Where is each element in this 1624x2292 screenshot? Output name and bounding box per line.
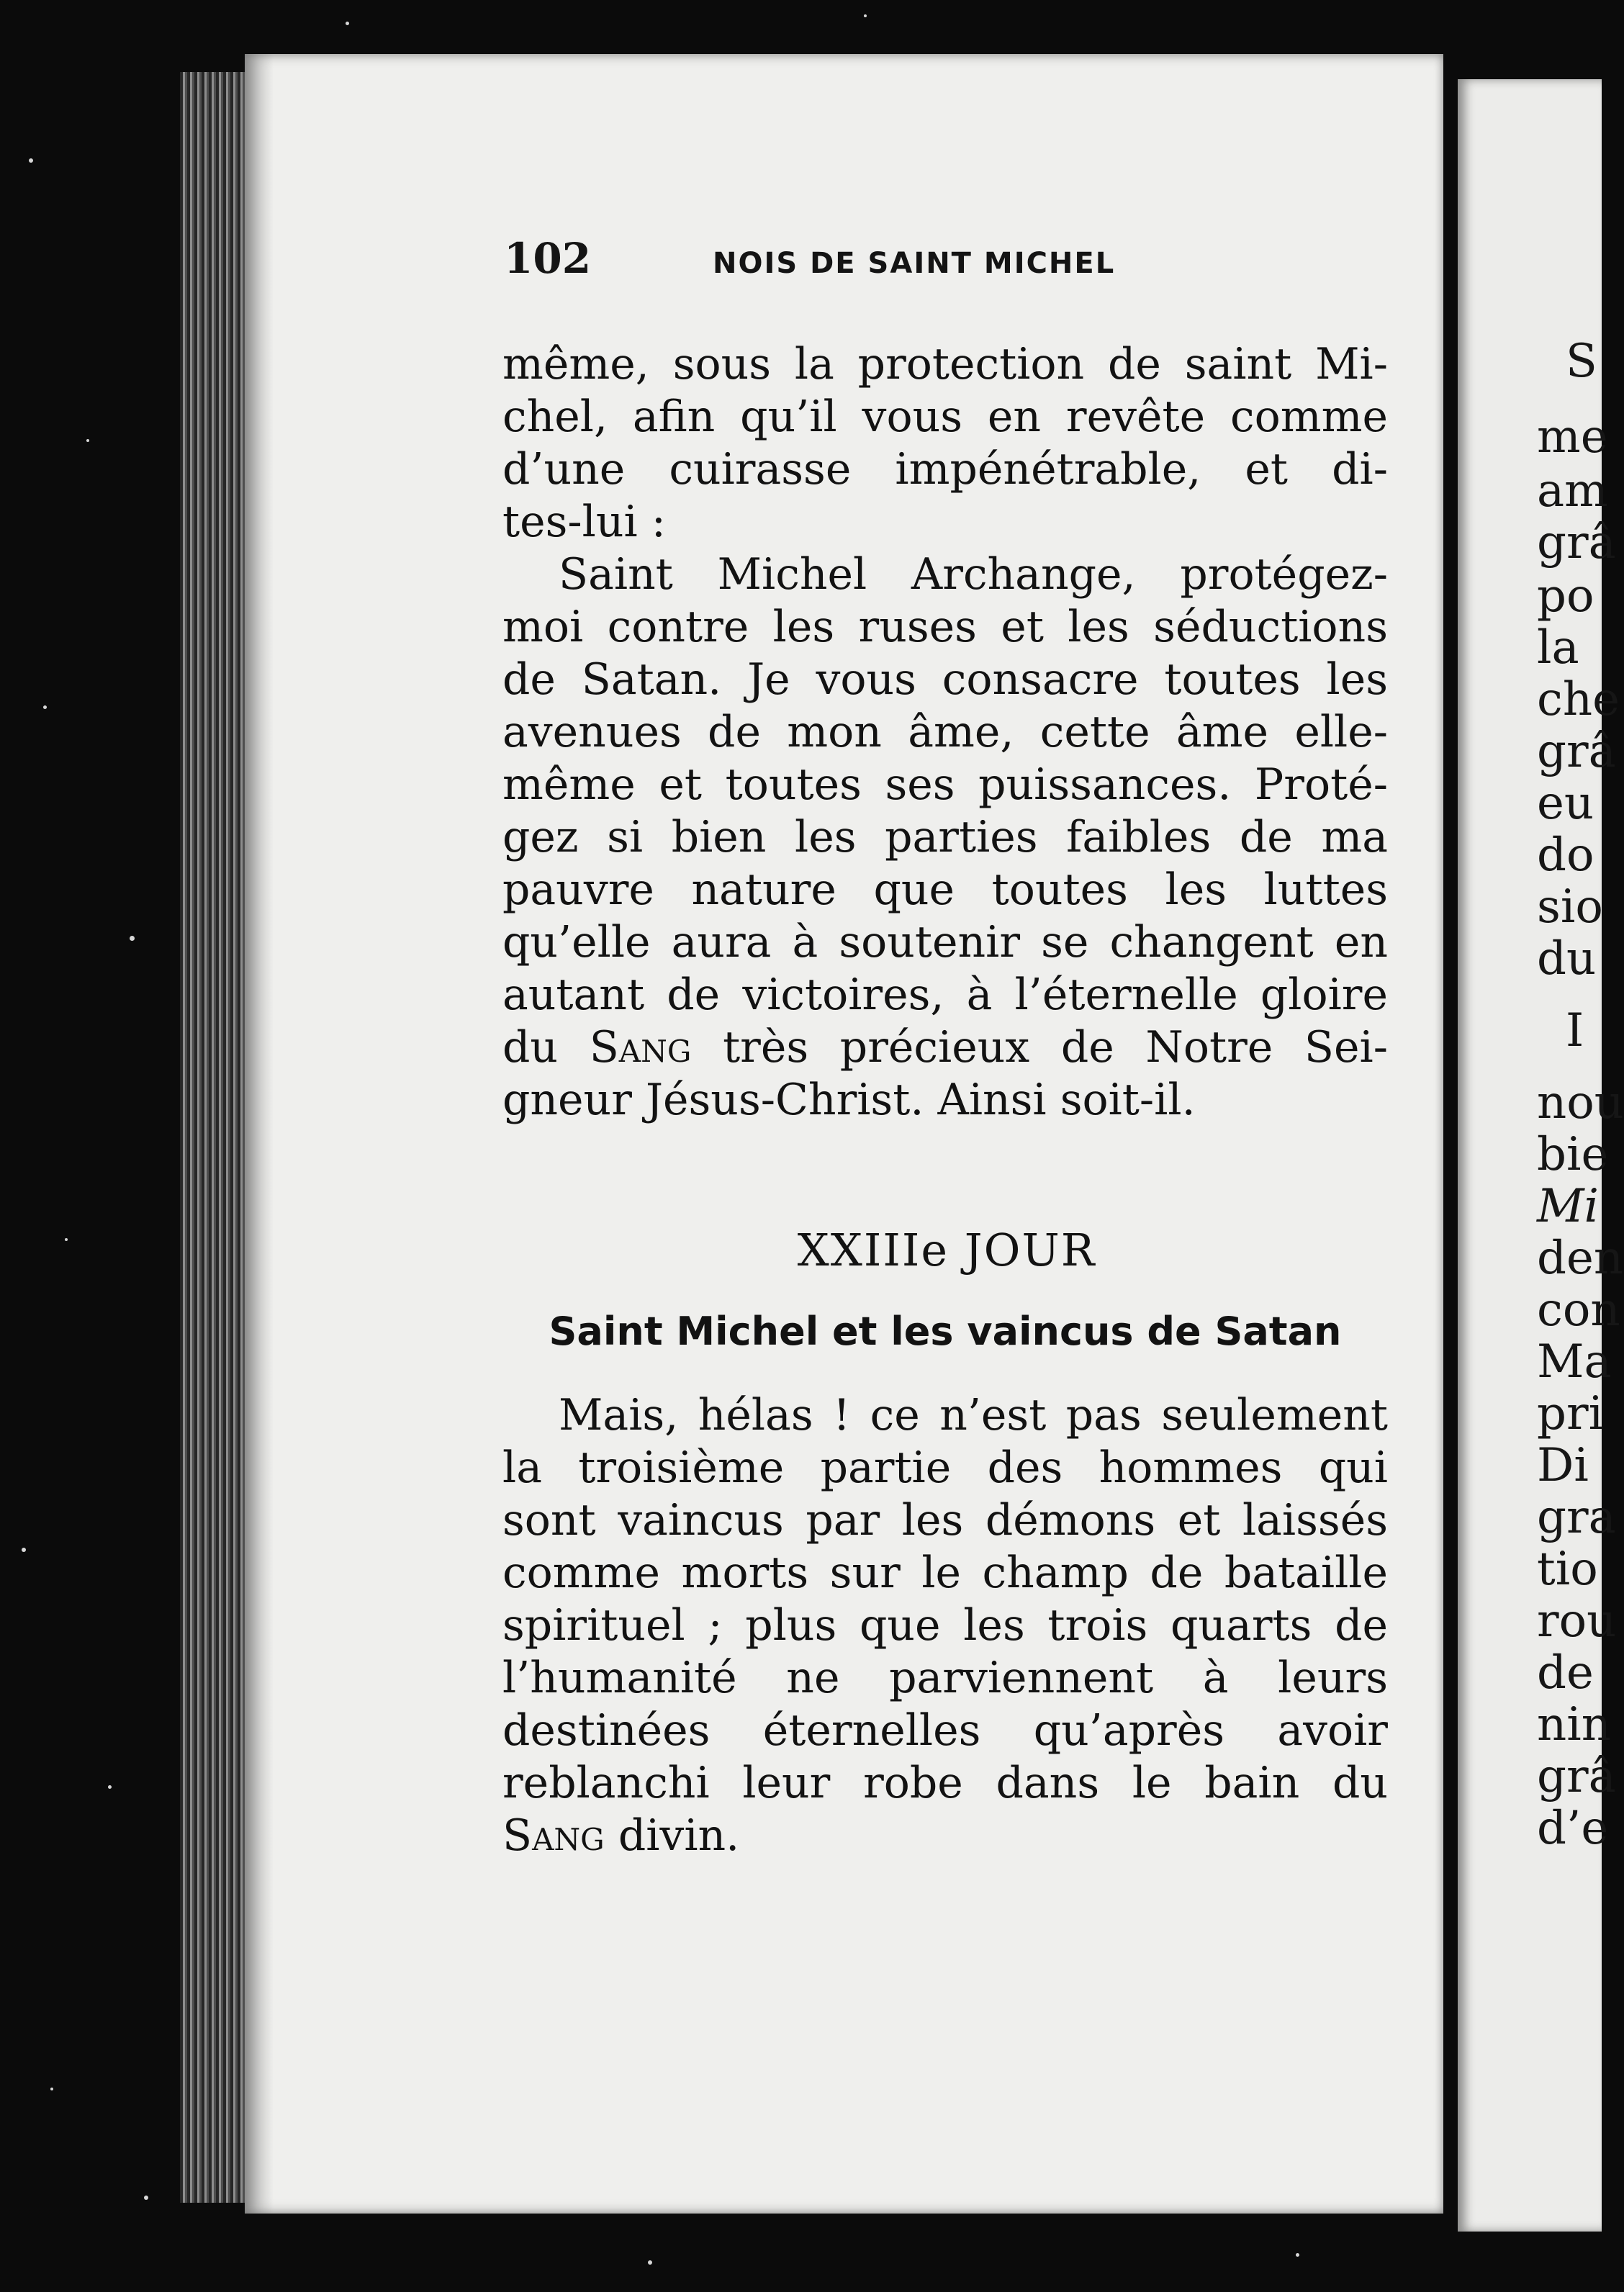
adjacent-page-fragment: eu — [1537, 777, 1594, 830]
adjacent-page-fragment: Di — [1537, 1439, 1589, 1492]
adjacent-page — [1458, 79, 1624, 2232]
text-line: la troisième partie des hommes qui — [502, 1443, 1388, 1493]
text-line: d’une cuirasse impénétrable, et di- — [502, 444, 1388, 495]
adjacent-page-fragment: nou — [1537, 1076, 1624, 1129]
gutter-shadow — [245, 54, 274, 2214]
adjacent-page-fragment: sio — [1537, 880, 1603, 934]
adjacent-page-fragment: che — [1537, 673, 1620, 726]
text-line: tes-lui : — [502, 497, 666, 547]
text-line: qu’elle aura à soutenir se changent en — [502, 917, 1388, 967]
prayer-paragraph — [502, 549, 1388, 1127]
paragraph-2 — [502, 1389, 1388, 1862]
text-line: reblanchi leur robe dans le bain du — [502, 1758, 1388, 1808]
text-line: sont vaincus par les démons et laissés — [502, 1495, 1388, 1546]
text-line: Saint Michel Archange, protégez- — [559, 549, 1388, 600]
adjacent-page-fragment: pri — [1537, 1387, 1604, 1440]
adjacent-page-fragment: Ma — [1537, 1335, 1612, 1389]
adjacent-page-fragment: rou — [1537, 1594, 1617, 1648]
text-line: de Satan. Je vous consacre toutes les — [502, 654, 1388, 705]
adjacent-page-fragment: con — [1537, 1283, 1620, 1337]
adjacent-page-fragment: de — [1537, 1646, 1594, 1700]
adjacent-page-fragment: do — [1537, 829, 1594, 882]
adjacent-page-fragment: nin — [1537, 1698, 1611, 1751]
adjacent-page-fragment: grâ — [1537, 516, 1616, 569]
adjacent-page-fragment: grâ — [1537, 1750, 1616, 1803]
adjacent-page-fragment: grâ — [1537, 725, 1616, 778]
text-line: l’humanité ne parviennent à leurs — [502, 1653, 1388, 1703]
text-line: spirituel ; plus que les trois quarts de — [502, 1600, 1388, 1651]
text-line — [502, 1021, 1388, 1074]
adjacent-page-fragment: po — [1537, 569, 1594, 623]
text-line: gneur Jésus-Christ. Ainsi soit-il. — [502, 1075, 1196, 1125]
text-line: même et toutes ses puissances. Proté- — [502, 759, 1388, 810]
text-fragment: du — [502, 1022, 590, 1073]
adjacent-page-fragment: Mi — [1537, 1180, 1599, 1233]
text-line: comme morts sur le champ de bataille — [502, 1548, 1388, 1598]
page-number: 102 — [504, 234, 592, 283]
sang-word: Sang — [502, 1810, 605, 1861]
adjacent-page-fragment: d’e — [1537, 1802, 1609, 1855]
adjacent-page-fragment: S — [1566, 335, 1597, 388]
text-line: même, sous la protection de saint Mi- — [502, 339, 1388, 389]
adjacent-page-fragment: bie — [1537, 1128, 1609, 1181]
text-line: avenues de mon âme, cette âme elle- — [502, 707, 1388, 757]
text-line: Mais, hélas ! ce n’est pas seulement — [559, 1390, 1388, 1440]
section-heading: Saint Michel et les vaincus de Satan — [549, 1309, 1342, 1354]
text-fragment: très précieux de Notre Sei- — [691, 1022, 1388, 1073]
page-edges — [180, 72, 248, 2203]
adjacent-page-fragment: I — [1566, 1004, 1584, 1057]
adjacent-page-fragment: am — [1537, 464, 1608, 518]
text-line — [502, 1810, 1388, 1862]
text-line: autant de victoires, à l’éternelle gloire — [502, 970, 1388, 1020]
running-title: NOIS DE SAINT MICHEL — [713, 247, 1116, 280]
running-header — [504, 234, 1440, 292]
text-line: destinées éternelles qu’après avoir — [502, 1705, 1388, 1756]
text-line: moi contre les ruses et les séductions — [502, 602, 1388, 652]
adjacent-page-fragment: la — [1537, 621, 1579, 674]
text-line: chel, afin qu’il vous en revête comme — [502, 392, 1388, 442]
day-heading: XXIIIe JOUR — [797, 1224, 1096, 1276]
adjacent-page-fragment: du — [1537, 932, 1597, 985]
paragraph-1 — [502, 338, 1388, 549]
adjacent-page-fragment: den — [1537, 1232, 1624, 1285]
text-fragment: divin. — [604, 1810, 740, 1861]
adjacent-page-fragment: me — [1537, 410, 1608, 464]
text-line: gez si bien les parties faibles de ma — [502, 812, 1388, 862]
sang-word: Sang — [589, 1022, 692, 1073]
text-line: pauvre nature que toutes les luttes — [502, 865, 1388, 915]
adjacent-page-fragment: tio — [1537, 1543, 1598, 1596]
adjacent-page-fragment: gra — [1537, 1491, 1616, 1544]
